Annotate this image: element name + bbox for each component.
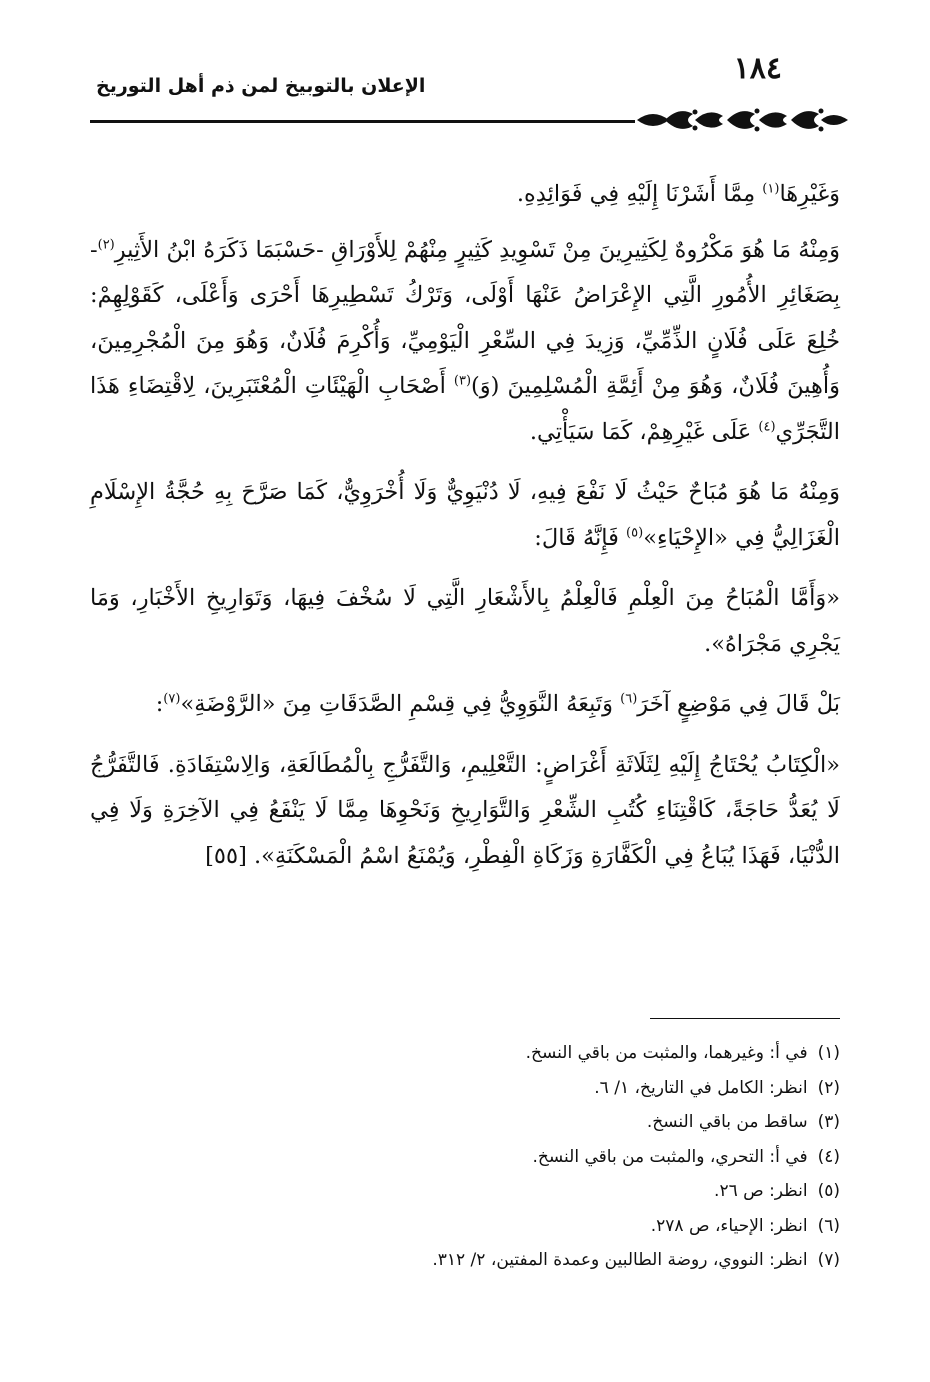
footnote-text: انظر: الإحياء، ص ٢٧٨. [650,1215,808,1236]
footnote-number: (٧) [817,1250,840,1270]
book-title: الإعلان بالتوبيخ لمن ذم أهل التوريخ [96,75,426,97]
footnote-text: انظر: الكامل في التاريخ، ١/ ٦. [594,1077,808,1098]
footnote-text: انظر: ص ٢٦. [714,1181,808,1201]
main-text [90,172,840,894]
text-run: وَتَبِعَهُ النَّوَوِيُّ فِي قِسْمِ الصَّدَقَاتِ مِنَ «الرَّوْضَةِ» [180,691,621,717]
footnote-ref-7[interactable]: (٧) [163,691,181,707]
paragraph-6-quote: «الْكِتَابُ يُحْتَاجُ إِلَيْهِ لِثَلَاثَةِ أَغْرَاضٍ: التَّعْلِيمِ، وَالتَّفَرُّجِ بِالْمُطَالَعَةِ، وَالِاسْتِفَادَةِ. فَالتَّفَرُّجُ لَا يُعَدُّ حَاجَةً، كَاقْتِنَاءِ كُتُبِ الشِّعْرِ وَالتَّوَارِيخِ وَنَحْوِهَا مِمَّا لَا يَنْفَعُ فِي الآخِرَةِ وَلَا فِي الدُّنْيَا، فَهَذَا يُبَاعُ فِي الْكَفَّارَةِ وَزَكَاةِ الْفِطْرِ، وَيُمْنَعُ اسْمُ الْمَسْكَنَةِ». [٥٥] [90,751,840,869]
text-run: - بِصَغَائِرِ الأُمُورِ الَّتِي الإِعْرَاضُ عَنْهَا أَوْلَى، وَتَرْكُ تَسْطِيرِهَا أَحْرَى وَأَعْلَى، كَقَوْلِهِمْ: خُلِعَ عَلَى فُلَانٍ الذِّمِّيِّ، وَزِيدَ فِي السِّعْرِ الْيَوْمِيِّ، وَأُكْرِمَ فُلَانٌ، وَهُوَ مِنَ الْمُجْرِمِينَ، وَأُهِينَ فُلَانٌ، وَهُوَ مِنْ أَئِمَّةِ الْمُسْلِمِينَ (وَ) [90,236,840,399]
text-run: وَمِنْهُ مَا هُوَ مَكْرُوهٌ لِكَثِيرِينَ مِنْ تَسْوِيدِ كَثِيرٍ مِنْهُمْ لِلأَوْرَاقِ -حَسْبَمَا ذَكَرَهُ ابْنُ الأَثِيرِ [114,236,840,263]
footnote-number: (٢) [817,1077,840,1098]
footnote-number: (٥) [817,1181,840,1201]
text-run: بَلْ قَالَ فِي مَوْضِعٍ آخَرَ [637,691,840,717]
paragraph-2 [90,228,840,456]
footnote-item [90,1140,840,1175]
footnote-item [90,1036,840,1071]
footnote-number: (٣) [817,1112,840,1132]
page-header [90,52,850,132]
footnote-ref-6[interactable]: (٦) [620,691,638,707]
footnote-text: ساقط من باقي النسخ. [646,1112,808,1132]
paragraph-1 [90,172,840,218]
floral-divider-icon [635,104,850,136]
footnote-item [90,1209,840,1244]
footnote-number: (٦) [817,1215,840,1236]
footnote-ref-3[interactable]: (٣) [453,373,472,389]
footnote-item [90,1243,840,1278]
footnote-ref-4[interactable]: (٤) [758,419,776,434]
text-run: وَمِنْهُ مَا هُوَ مُبَاحٌ حَيْثُ لَا نَفْعَ فِيهِ، لَا دُنْيَوِيٌّ وَلَا أُخْرَوِيٌّ، كَمَا صَرَّحَ بِهِ حُجَّةُ الإِسْلَامِ الْغَزَالِيُّ فِي «الإِحْيَاءِ» [90,479,840,551]
text-run: عَلَى غَيْرِهِمْ، كَمَا سَيَأْتِي. [529,418,759,445]
footnote-text: في أ: وغيرهما، والمثبت من باقي النسخ. [525,1043,808,1063]
footnote-item [90,1071,840,1106]
paragraph-3 [90,470,840,561]
footnote-item [90,1174,840,1209]
footnote-text: في أ: التحري، والمثبت من باقي النسخ. [532,1146,808,1167]
text-run: مِمَّا أَشَرْنَا إِلَيْهِ فِي فَوَائِدِهِ. [516,181,763,207]
header-rule [90,120,635,123]
footnote-ref-5[interactable]: (٥) [626,525,644,540]
text-run: وَغَيْرِهَا [779,181,840,207]
footnote-item [90,1105,840,1140]
footnote-ref-2[interactable]: (٢) [97,237,115,252]
paragraph-4-quote: «وَأَمَّا الْمُبَاحُ مِنَ الْعِلْمِ فَالْعِلْمُ بِالأَشْعَارِ الَّتِي لَا سُخْفَ فِيهَا، وَتَوَارِيخِ الأَخْبَارِ، وَمَا يَجْرِي مَجْرَاهُ». [90,585,840,657]
paragraph-5 [90,682,840,728]
footnote-divider [650,1018,840,1019]
footnote-number: (٤) [817,1146,840,1167]
footnotes [90,1036,840,1278]
footnote-number: (١) [817,1043,840,1063]
footnote-ref-1[interactable]: (١) [762,181,780,197]
text-run: أَصْحَابِ الْهَيْئَاتِ الْمُعْتَبَرِينَ، لِاقْتِضَاءِ هَذَا التَّجَرِّي [90,373,840,445]
text-run: : [155,691,164,717]
footnote-text: انظر: النووي، روضة الطالبين وعمدة المفتين، ٢/ ٣١٢. [432,1250,808,1270]
text-run: فَإِنَّهُ قَالَ: [534,524,627,551]
page-number: ١٨٤ [733,51,782,86]
